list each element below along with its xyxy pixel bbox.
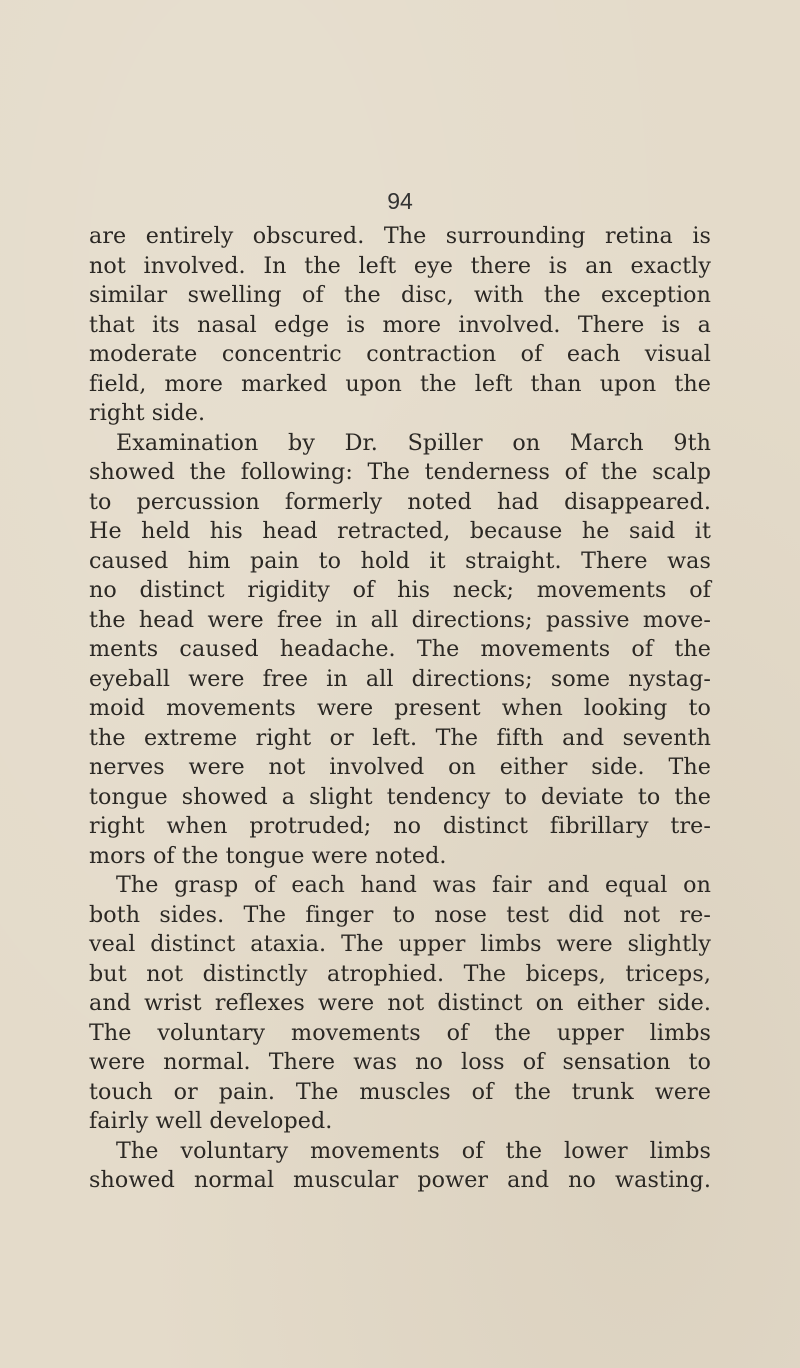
text-line: that its nasal edge is more involved. There is a [89,311,711,338]
text-line: field, more marked upon the left than upon the [89,370,711,397]
text-line: tongue showed a slight tendency to deviate to the [89,783,711,810]
text-line: touch or pain. The muscles of the trunk were [89,1078,711,1105]
text-line: showed normal muscular power and no wasting. [89,1167,711,1193]
text-line: are entirely obscured. The surrounding retina is [89,223,711,249]
text-line: but not distinctly atrophied. The biceps, triceps, [89,960,711,987]
text-line: right when protruded; no distinct fibrillary tre- [89,813,711,839]
text-line: both sides. The finger to nose test did not re- [89,901,711,928]
text-line: mors of the tongue were noted. [89,842,447,869]
text-line: the extreme right or left. The fifth and seventh [89,724,711,751]
text-line: to percussion formerly noted had disappeared. [89,488,711,515]
text-line: right side. [89,400,206,426]
text-line: He held his head retracted, because he said it [89,518,711,544]
paragraph-start-line: The grasp of each hand was fair and equal on [116,872,711,898]
text-line: nerves were not involved on either side. The [89,754,711,780]
text-line: not involved. In the left eye there is an exactly [89,252,711,279]
text-line: eyeball were free in all directions; some nystag- [89,665,711,692]
text-line: caused him pain to hold it straight. There was [89,547,711,574]
text-line: veal distinct ataxia. The upper limbs were slightly [89,931,711,957]
paragraph-start-line: The voluntary movements of the lower limbs [116,1137,711,1164]
text-line: similar swelling of the disc, with the exception [89,282,711,308]
text-line: showed the following: The tenderness of the scalp [89,459,711,485]
text-line: moderate concentric contraction of each visual [89,341,711,367]
text-line: moid movements were present when looking to [89,695,711,721]
text-line: and wrist reflexes were not distinct on either side. [89,990,711,1016]
text-line: fairly well developed. [89,1108,333,1134]
text-line: no distinct rigidity of his neck; movements of [89,577,711,603]
text-line: the head were free in all directions; passive move- [89,606,711,633]
text-line: ments caused headache. The movements of the [89,636,711,662]
text-line: were normal. There was no loss of sensation to [89,1049,711,1075]
paragraph-start-line: Examination by Dr. Spiller on March 9th [116,429,711,456]
body-text [89,222,711,1196]
text-line: The voluntary movements of the upper limbs [89,1019,711,1046]
page-number: 94 [387,188,413,214]
